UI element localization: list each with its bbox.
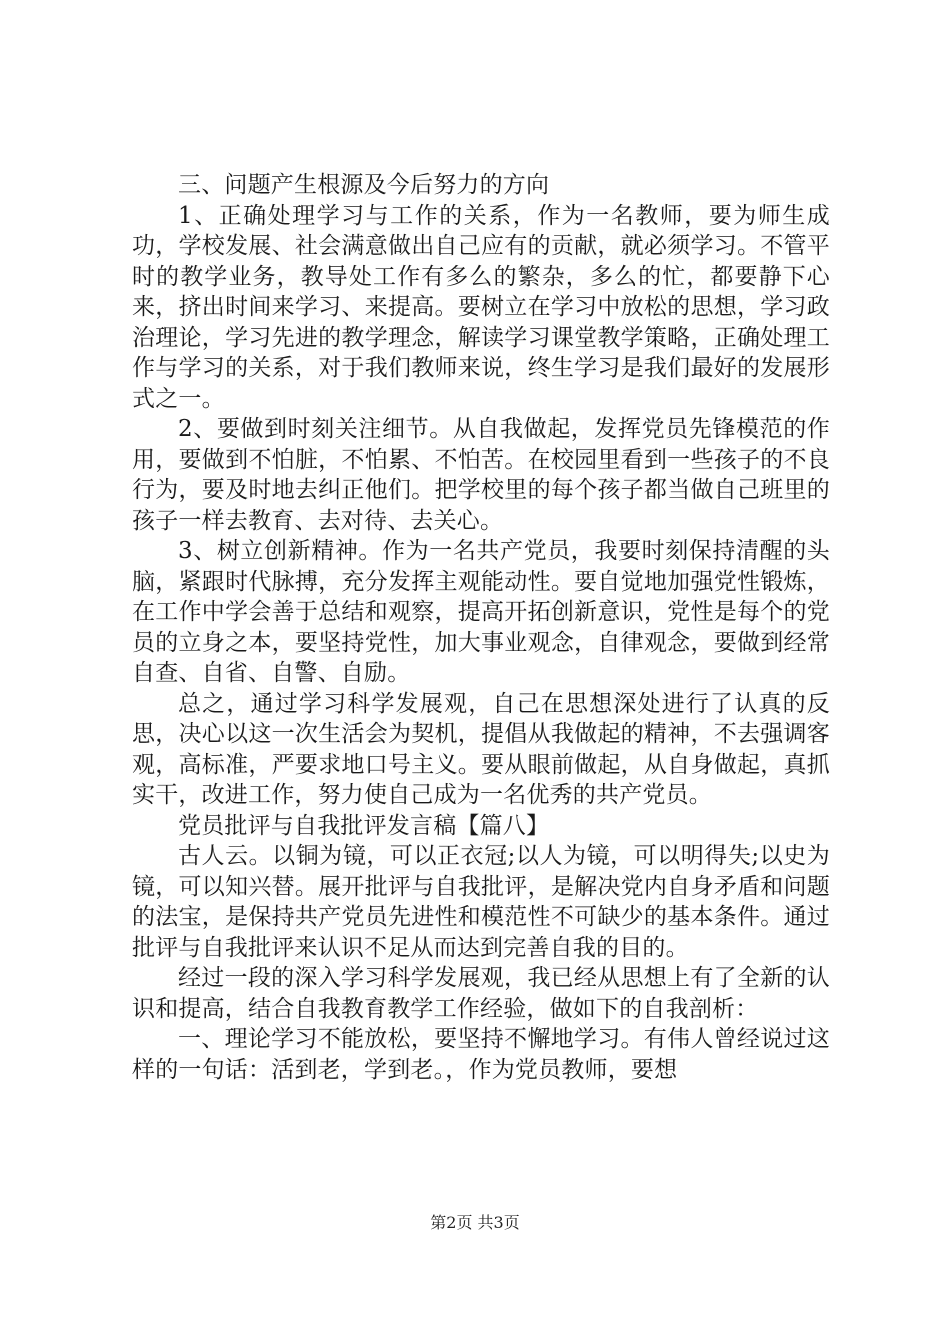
paragraph: 总之，通过学习科学发展观，自己在思想深处进行了认真的反思，决心以这一次生活会为契机，提倡从我做起的精神，不去强调客观，高标准，严要求地口号主义。要从眼前做起，从自身做起，真抓实干，改进工作，努力使自己成为一名优秀的共产党员。 — [132, 690, 830, 808]
paragraph: 一、理论学习不能放松，要坚持不懈地学习。有伟人曾经说过这样的一句话：活到老，学到老。，作为党员教师，要想 — [132, 1026, 830, 1083]
section-heading: 三、问题产生根源及今后努力的方向 — [178, 172, 550, 198]
page-footer: 第2页 共3页 — [430, 1213, 520, 1232]
paragraph: 经过一段的深入学习科学发展观，我已经从思想上有了全新的认识和提高，结合自我教育教学工作经验，做如下的自我剖析： — [132, 965, 830, 1022]
paragraph: 1、正确处理学习与工作的关系，作为一名教师，要为师生成功，学校发展、社会满意做出自己应有的贡献，就必须学习。不管平时的教学业务，教导处工作有多么的繁杂，多么的忙，都要静下心来，挤出时间来学习、来提高。要树立在学习中放松的思想，学习政治理论，学习先进的教学理念，解读学习课堂教学策略，正确处理工作与学习的关系，对于我们教师来说，终生学习是我们最好的发展形式之一。 — [132, 202, 830, 412]
paragraph: 2、要做到时刻关注细节。从自我做起，发挥党员先锋模范的作用，要做到不怕脏，不怕累、不怕苦。在校园里看到一些孩子的不良行为，要及时地去纠正他们。把学校里的每个孩子都当做自己班里的孩子一样去教育、去对待、去关心。 — [132, 416, 830, 534]
paragraph: 3、树立创新精神。作为一名共产党员，我要时刻保持清醒的头脑，紧跟时代脉搏，充分发挥主观能动性。要自觉地加强党性锻炼，在工作中学会善于总结和观察，提高开拓创新意识，党性是每个的党员的立身之本，要坚持党性，加大事业观念，自律观念，要做到经常自查、自省、自警、自励。 — [132, 538, 830, 686]
article-heading: 党员批评与自我批评发言稿【篇八】 — [178, 812, 550, 839]
document-body — [132, 170, 830, 1085]
paragraph: 古人云。以铜为镜，可以正衣冠;以人为镜，可以明得失;以史为镜，可以知兴替。展开批评与自我批评，是解决党内自身矛盾和问题的法宝，是保持共产党员先进性和模范性不可缺少的基本条件。通过批评与自我批评来认识不足从而达到完善自我的目的。 — [132, 843, 830, 961]
